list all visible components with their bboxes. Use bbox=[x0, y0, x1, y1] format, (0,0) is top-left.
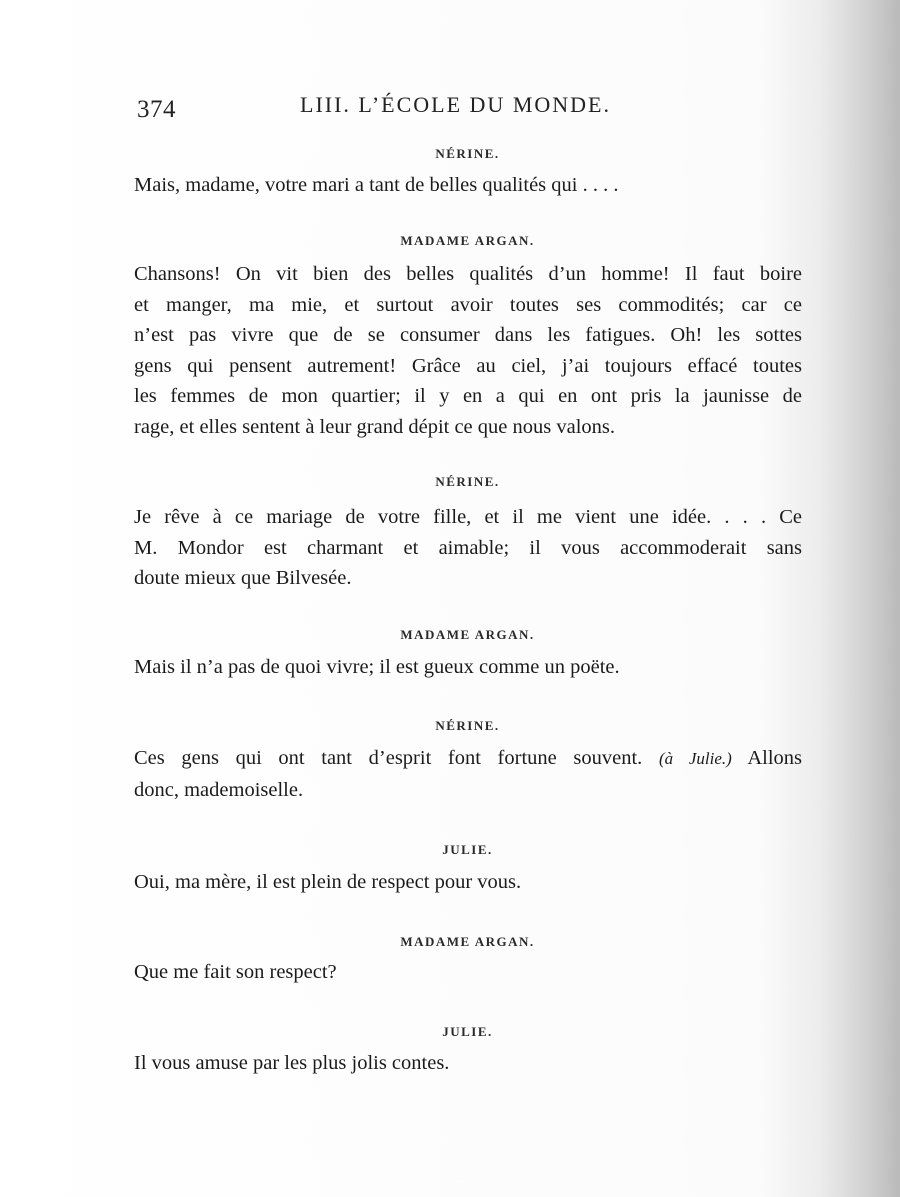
speech-line: et manger, ma mie, et surtout avoir toutes ses commodités; car ce bbox=[134, 293, 802, 316]
speech-line: n’est pas vivre que de se consumer dans les fatigues. Oh! les sottes bbox=[134, 324, 802, 346]
speaker-name: JULIE. bbox=[442, 1024, 493, 1039]
speech-text bbox=[134, 867, 802, 898]
speech-line: M. Mondor est charmant et aimable; il vous accommoderait sans bbox=[134, 536, 802, 559]
speech-text bbox=[134, 743, 802, 805]
speech-line: Il vous amuse par les plus jolis contes. bbox=[134, 1052, 450, 1074]
speech-line: gens qui pensent autrement! Grâce au ciel, j’ai toujours effacé toutes bbox=[134, 354, 802, 377]
speech-text bbox=[134, 652, 802, 683]
speaker-name: MADAME ARGAN. bbox=[400, 934, 535, 949]
page-number: 374 bbox=[137, 96, 176, 123]
running-head bbox=[135, 92, 775, 126]
speech-line: rage, et elles sentent à leur grand dépit ce que nous valons. bbox=[134, 415, 616, 438]
speech-line: doute mieux que Bilvesée. bbox=[134, 567, 352, 589]
speaker-name: MADAME ARGAN. bbox=[400, 627, 535, 642]
speech-line: Mais il n’a pas de quoi vivre; il est gueux comme un poëte. bbox=[134, 656, 620, 678]
speech-fragment: Allons bbox=[747, 747, 803, 769]
speech-text bbox=[134, 170, 802, 201]
speech-line bbox=[134, 743, 802, 775]
speech-text bbox=[134, 1048, 802, 1079]
speech-fragment: Ces gens qui ont tant d’esprit font fortune souvent. bbox=[134, 747, 643, 769]
speaker-name: JULIE. bbox=[442, 842, 493, 857]
stage-direction: (à Julie.) bbox=[658, 749, 732, 768]
speech-line: Que me fait son respect? bbox=[134, 961, 337, 983]
speech-line: donc, mademoiselle. bbox=[134, 778, 304, 801]
speech-line: Chansons! On vit bien des belles qualités d’un homme! Il faut boire bbox=[134, 263, 802, 285]
speaker-name: NÉRINE. bbox=[435, 146, 500, 161]
speaker-name: NÉRINE. bbox=[435, 474, 500, 489]
speech-text bbox=[134, 502, 802, 594]
speech-line: Oui, ma mère, il est plein de respect pour vous. bbox=[134, 871, 522, 893]
speech-text bbox=[134, 957, 802, 988]
speech-text bbox=[134, 259, 802, 442]
speaker-name: NÉRINE. bbox=[435, 718, 500, 733]
speech-line: Mais, madame, votre mari a tant de belles qualités qui . . . . bbox=[134, 174, 619, 196]
chapter-title: LIII. L’ÉCOLE DU MONDE. bbox=[300, 92, 611, 117]
speech-line: les femmes de mon quartier; il y en a qui en ont pris la jaunisse de bbox=[134, 385, 802, 407]
speech-line: Je rêve à ce mariage de votre fille, et il me vient une idée. . . . Ce bbox=[134, 506, 802, 528]
speaker-name: MADAME ARGAN. bbox=[400, 233, 535, 248]
